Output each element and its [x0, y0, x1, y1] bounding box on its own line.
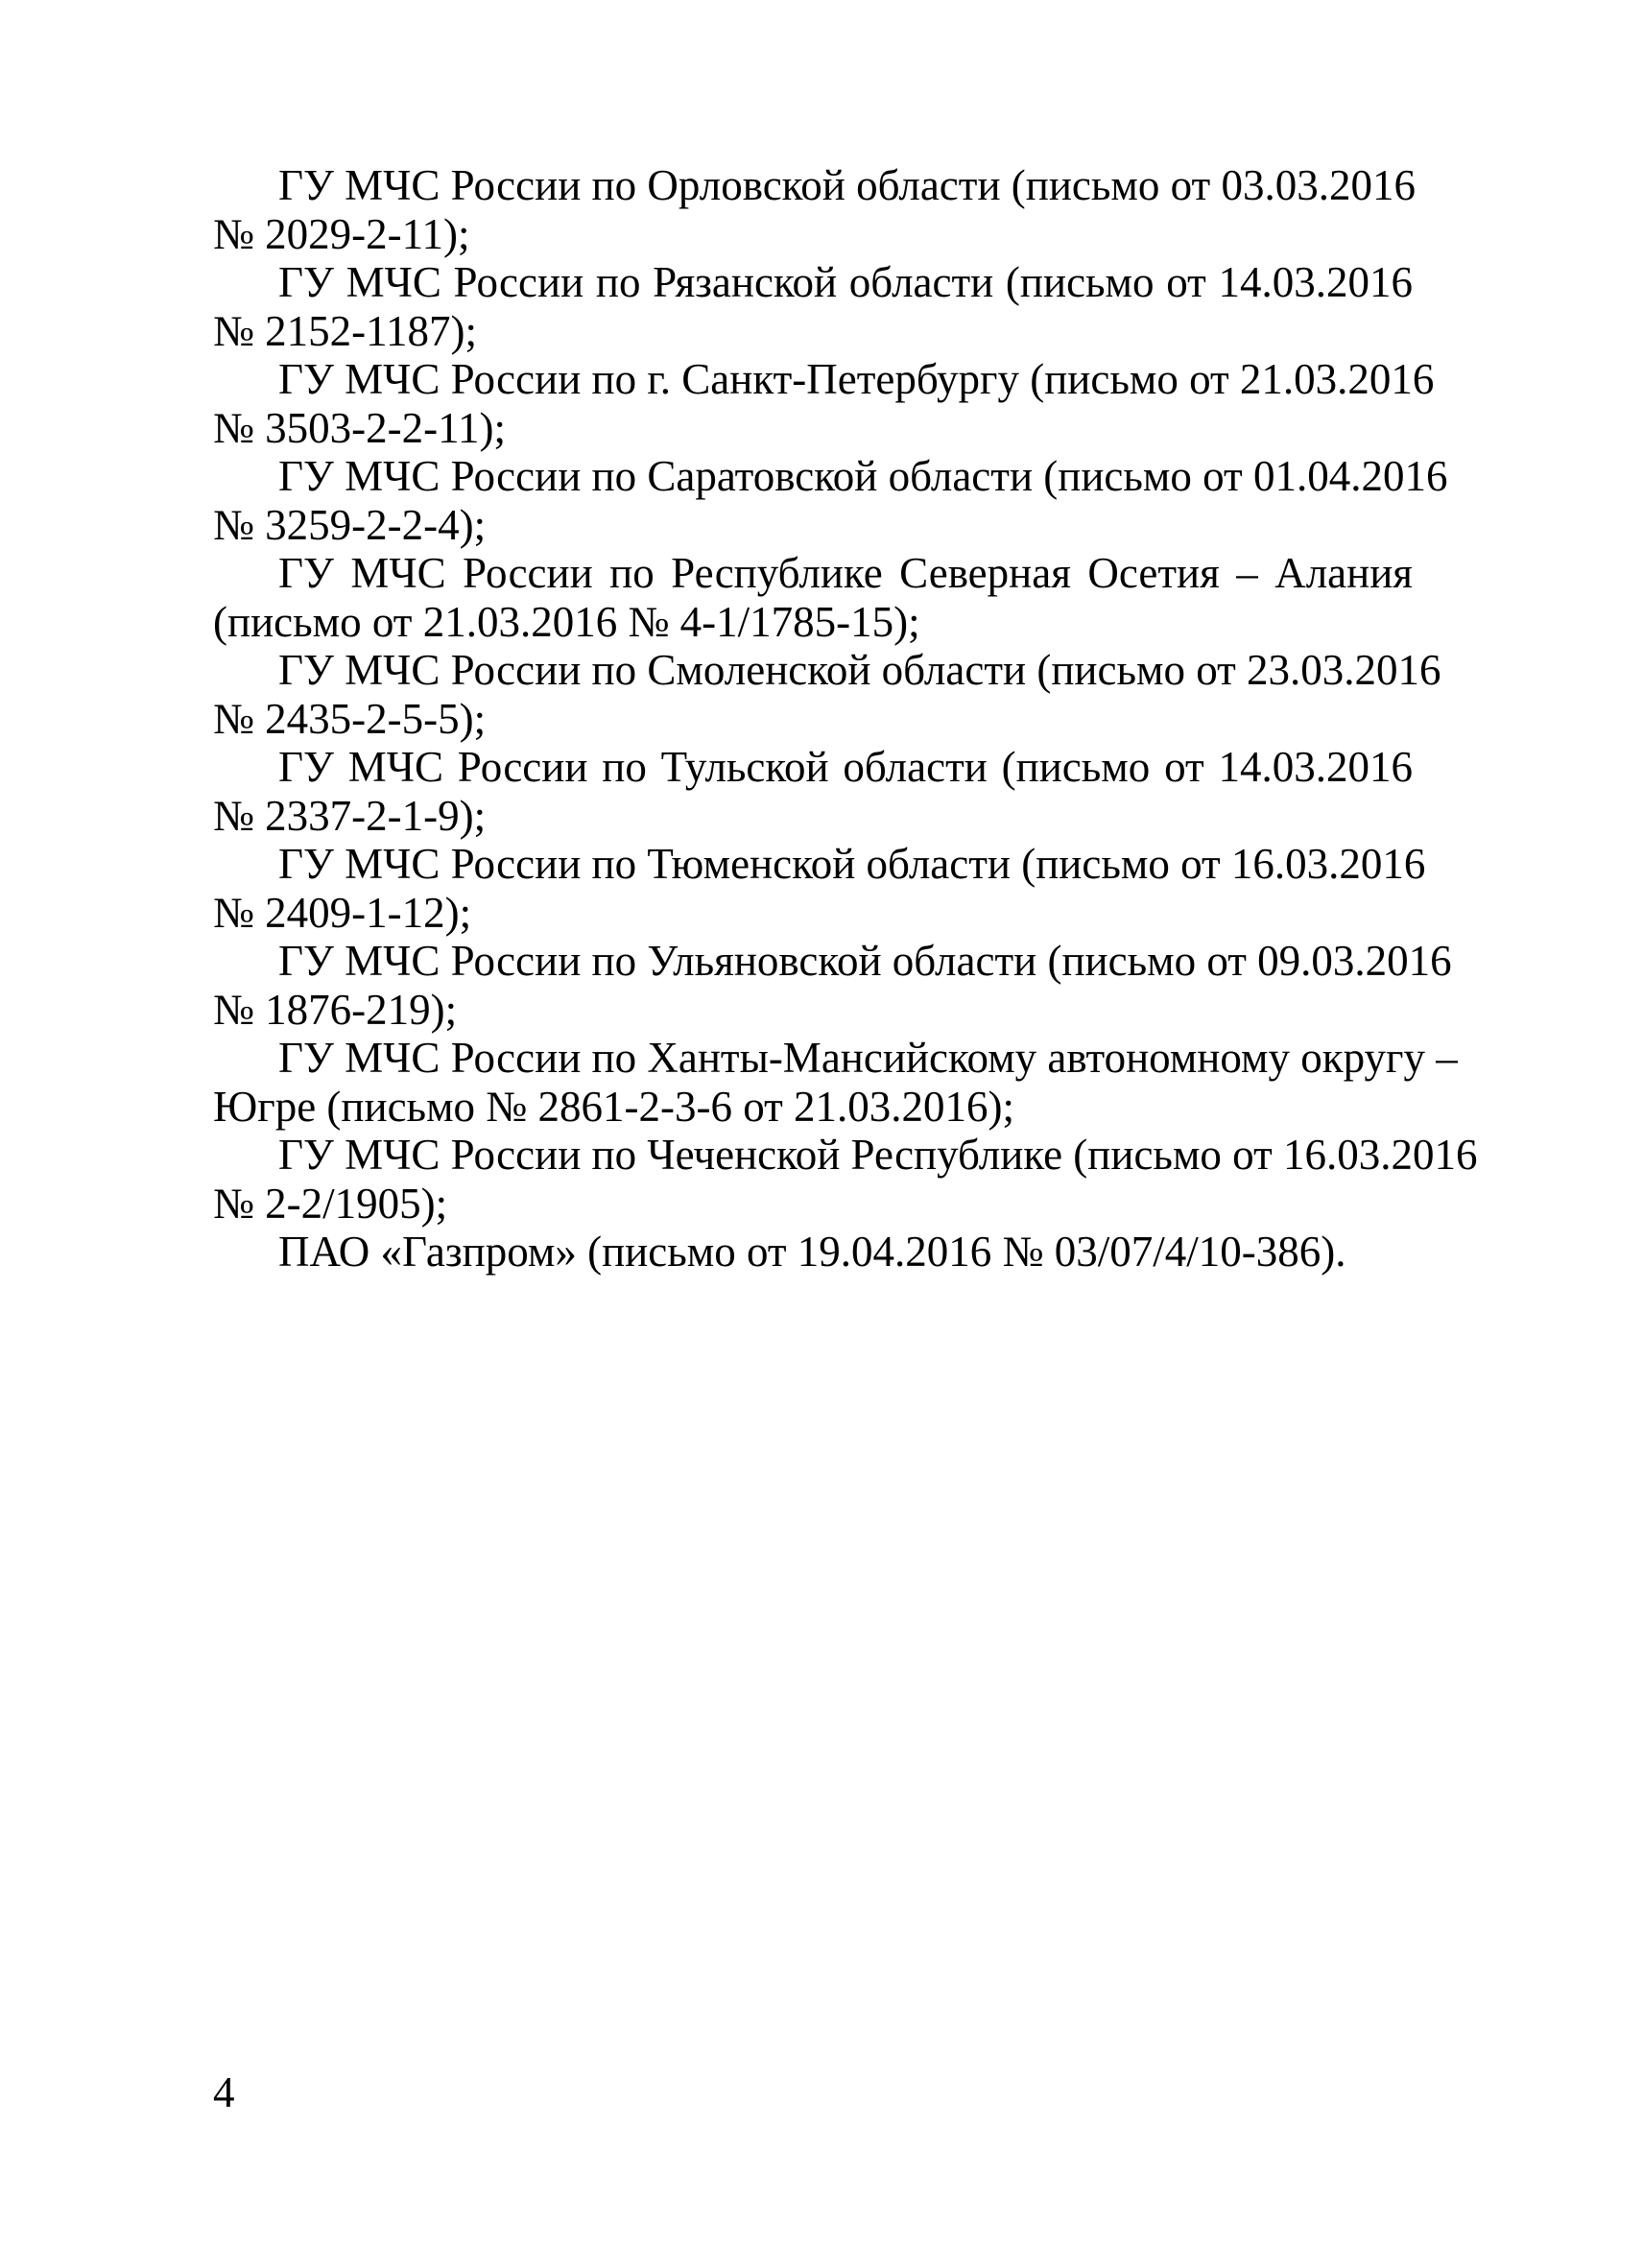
list-item-line: ГУ МЧС России по Саратовской области (письмо от 01.04.2016	[278, 452, 1448, 500]
list-item	[213, 1034, 1458, 1131]
list-item-line: ПАО «Газпром» (письмо от 19.04.2016 № 03/07/4/10-386).	[278, 1228, 1346, 1276]
list-item-line: ГУ МЧС России по Смоленской области (письмо от 23.03.2016	[278, 646, 1441, 694]
list-item-line: № 2152-1187);	[213, 306, 477, 355]
list-item-line: ГУ МЧС России по Тульской области (письмо от 14.03.2016	[278, 743, 1413, 791]
list-item-line: ГУ МЧС России по Ульяновской области (письмо от 09.03.2016	[278, 937, 1452, 985]
list-item	[213, 549, 1413, 646]
list-item-line: № 2435-2-5-5);	[213, 694, 487, 743]
document-body	[213, 161, 1478, 1277]
list-item-line: ГУ МЧС России по Чеченской Республике (письмо от 16.03.2016	[278, 1131, 1478, 1179]
list-item	[213, 452, 1448, 549]
list-item	[213, 355, 1435, 452]
list-item	[213, 646, 1441, 743]
list-item	[213, 258, 1413, 355]
list-item-line: № 2-2/1905);	[213, 1179, 448, 1228]
list-item-line: № 3503-2-2-11);	[213, 403, 506, 452]
list-item	[213, 840, 1426, 937]
list-item-line: № 2337-2-1-9);	[213, 791, 487, 840]
list-item-line: (письмо от 21.03.2016 № 4-1/1785-15);	[213, 597, 920, 646]
list-item	[213, 1131, 1478, 1228]
list-item-line: ГУ МЧС России по Республике Северная Осетия – Алания	[278, 549, 1413, 597]
list-item	[213, 161, 1416, 258]
list-item	[213, 937, 1452, 1034]
list-item	[213, 1228, 1413, 1277]
list-item-line: № 1876-219);	[213, 985, 458, 1034]
list-item-line: ГУ МЧС России по Ханты-Мансийскому автономному округу –	[278, 1034, 1458, 1082]
list-item-line: ГУ МЧС России по г. Санкт-Петербургу (письмо от 21.03.2016	[278, 355, 1435, 403]
list-item-line: № 2029-2-11);	[213, 209, 470, 258]
page-number: 4	[213, 2068, 235, 2116]
list-item-line: № 2409-1-12);	[213, 888, 472, 937]
list-item-line: ГУ МЧС России по Орловской области (письмо от 03.03.2016	[278, 161, 1416, 209]
list-item-line: ГУ МЧС России по Рязанской области (письмо от 14.03.2016	[278, 258, 1413, 306]
list-item-line: ГУ МЧС России по Тюменской области (письмо от 16.03.2016	[278, 840, 1426, 888]
list-item-line: Югре (письмо № 2861-2-3-6 от 21.03.2016);	[213, 1082, 1015, 1131]
list-item-line: № 3259-2-2-4);	[213, 500, 487, 549]
list-item	[213, 743, 1413, 840]
